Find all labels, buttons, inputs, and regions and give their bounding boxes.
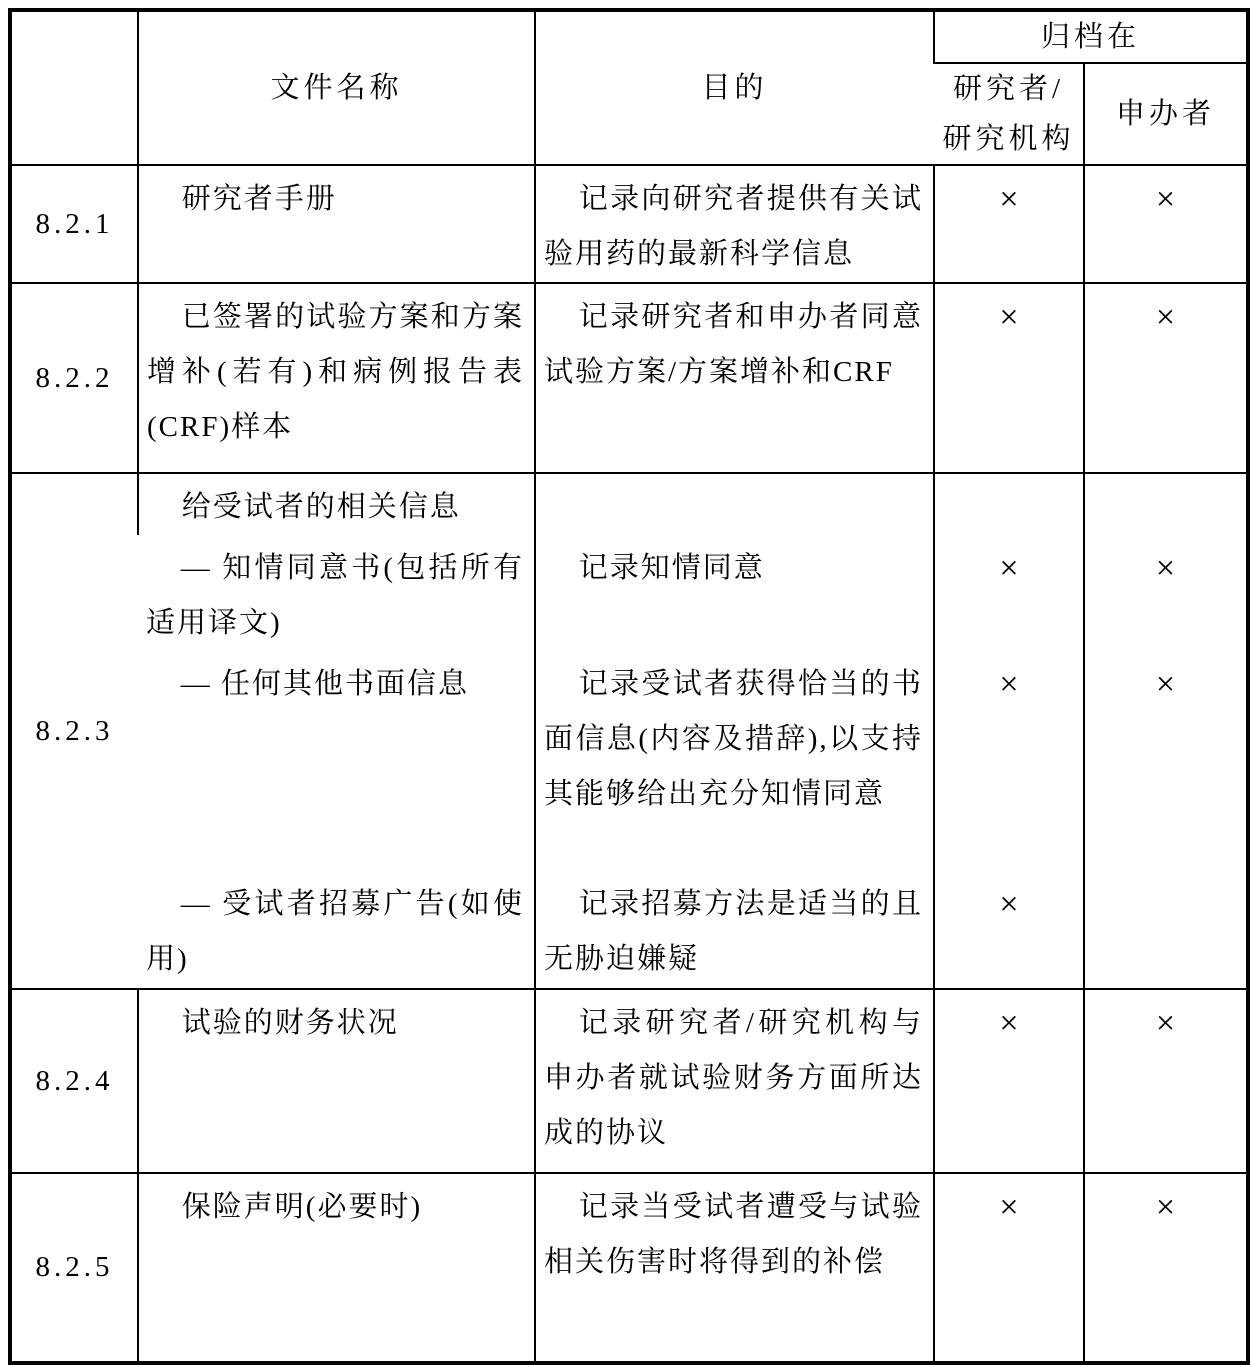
purpose-cell xyxy=(535,535,934,651)
table-row xyxy=(10,165,1248,283)
row-id: 8.2.2 xyxy=(10,283,138,473)
header-filed-in: 归档在 xyxy=(934,10,1248,63)
header-investigator-line1: 研究者/ xyxy=(952,73,1065,105)
purpose-cell xyxy=(535,473,934,535)
document-name: — 受试者招募广告(如使用) xyxy=(146,888,524,975)
purpose-text: 记录研究者和申办者同意试验方案/方案增补和CRF xyxy=(544,301,923,388)
document-name-cell xyxy=(138,651,535,871)
row-id: 8.2.3 xyxy=(10,473,138,989)
investigator-mark: × xyxy=(934,651,1084,871)
sponsor-mark: × xyxy=(1084,165,1248,283)
table-row xyxy=(10,473,1248,535)
purpose-text: 记录受试者获得恰当的书面信息(内容及措辞),以支持其能够给出充分知情同意 xyxy=(544,668,923,810)
investigator-mark: × xyxy=(934,283,1084,473)
document-name: 试验的财务状况 xyxy=(181,1007,399,1039)
document-name-cell xyxy=(138,283,535,473)
document-name: 保险声明(必要时) xyxy=(181,1191,423,1223)
purpose-text: 记录研究者/研究机构与申办者就试验财务方面所达成的协议 xyxy=(544,1007,923,1149)
purpose-cell xyxy=(535,1173,934,1363)
purpose-cell xyxy=(535,165,934,283)
sponsor-mark: × xyxy=(1084,1173,1248,1363)
purpose-cell xyxy=(535,651,934,871)
purpose-text: 记录知情同意 xyxy=(578,552,765,584)
document-name: — 任何其他书面信息 xyxy=(180,668,470,700)
row-id: 8.2.5 xyxy=(10,1173,138,1363)
document-name: — 知情同意书(包括所有适用译文) xyxy=(146,552,524,639)
sponsor-mark: × xyxy=(1084,535,1248,651)
purpose-text: 记录招募方法是适当的且无胁迫嫌疑 xyxy=(544,888,923,975)
row-id: 8.2.4 xyxy=(10,989,138,1173)
purpose-cell xyxy=(535,283,934,473)
sponsor-mark: × xyxy=(1084,989,1248,1173)
document-name: 研究者手册 xyxy=(181,183,337,215)
investigator-mark: × xyxy=(934,535,1084,651)
header-sponsor: 申办者 xyxy=(1084,63,1248,165)
document-name-cell xyxy=(138,165,535,283)
document-name: 已签署的试验方案和方案增补(若有)和病例报告表(CRF)样本 xyxy=(147,301,524,443)
header-number-cell xyxy=(10,10,138,165)
header-investigator-line2: 研究机构 xyxy=(942,123,1075,155)
purpose-cell xyxy=(535,871,934,989)
document-name-cell xyxy=(138,989,535,1173)
document-name: 给受试者的相关信息 xyxy=(181,491,461,523)
purpose-cell xyxy=(535,989,934,1173)
sponsor-mark xyxy=(1084,473,1248,535)
investigator-mark: × xyxy=(934,1173,1084,1363)
document-name-cell xyxy=(138,473,535,535)
investigator-mark: × xyxy=(934,871,1084,989)
table-row xyxy=(10,283,1248,473)
purpose-text: 记录向研究者提供有关试验用药的最新科学信息 xyxy=(544,183,923,270)
header-purpose: 目的 xyxy=(535,10,934,165)
document-name-cell xyxy=(138,1173,535,1363)
table-subrow xyxy=(10,651,1248,871)
document-name-cell xyxy=(138,871,535,989)
sponsor-mark: × xyxy=(1084,283,1248,473)
table-subrow xyxy=(10,871,1248,989)
document-name-cell xyxy=(138,535,535,651)
header-document-name: 文件名称 xyxy=(138,10,535,165)
table-row xyxy=(10,1173,1248,1363)
essential-documents-table xyxy=(8,8,1250,1365)
investigator-mark: × xyxy=(934,165,1084,283)
purpose-text: 记录当受试者遭受与试验相关伤害时将得到的补偿 xyxy=(544,1191,923,1278)
sponsor-mark: × xyxy=(1084,651,1248,871)
header-investigator-institution xyxy=(934,63,1084,165)
table-row xyxy=(10,989,1248,1173)
table-subrow xyxy=(10,535,1248,651)
investigator-mark xyxy=(934,473,1084,535)
row-id: 8.2.1 xyxy=(10,165,138,283)
investigator-mark: × xyxy=(934,989,1084,1173)
sponsor-mark xyxy=(1084,871,1248,989)
